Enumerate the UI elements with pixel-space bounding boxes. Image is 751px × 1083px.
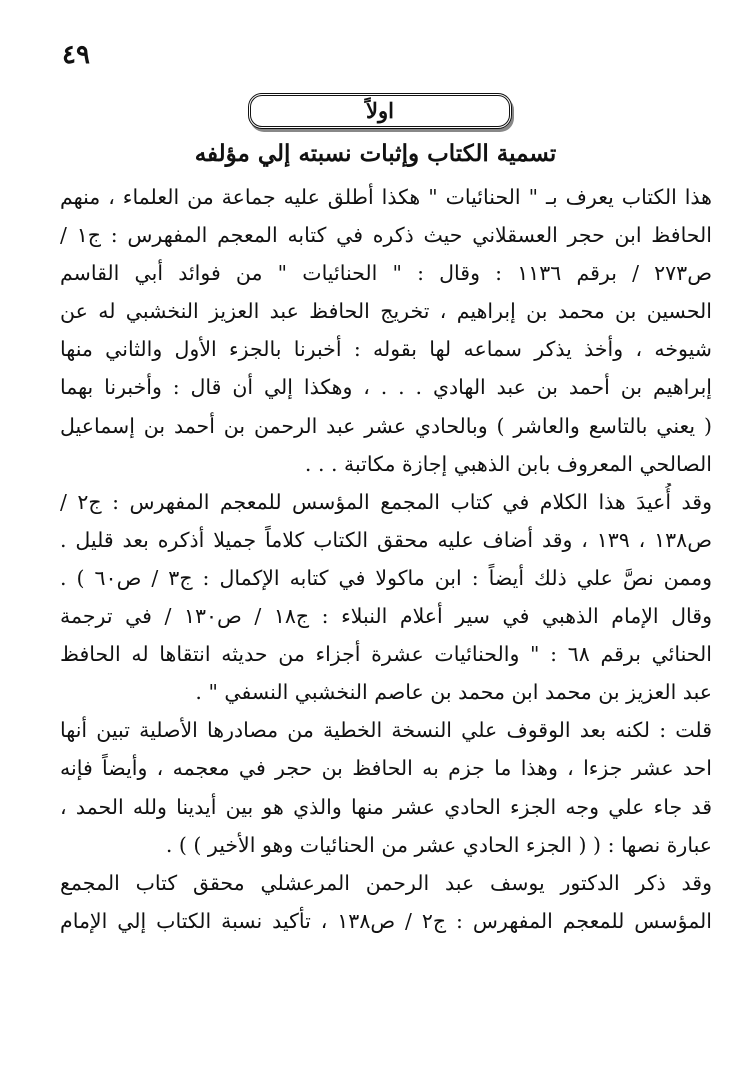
text-line: وقد أُعيدَ هذا الكلام في كتاب المجمع المؤسس للمعجم المفهرس : ج٢ / [60, 489, 712, 514]
text-line: قد جاء علي وجه الجزء الحادي عشر منها والذي هو بين أيدينا ولله الحمد ، [60, 794, 712, 819]
text-line: الحنائي برقم ٦٨ : " والحنائيات عشرة أجزاء من حديثه انتقاها له الحافظ [60, 642, 712, 667]
text-line: قلت : لكنه بعد الوقوف علي النسخة الخطية من مصادرها الأصلية تبين أنها [60, 718, 712, 743]
text-line: شيوخه ، وأخذ يذكر سماعه لها بقوله : أخبرنا بالجزء الأول والثاني منها [60, 337, 712, 362]
text-line: الحافظ ابن حجر العسقلاني حيث ذكره في كتابه المعجم المفهرس : ج١ / [60, 223, 712, 248]
text-line: المؤسس للمعجم المفهرس : ج٢ / ص١٣٨ ، تأكيد نسبة الكتاب إلي الإمام [60, 908, 712, 933]
section-label: اولاً [366, 98, 394, 123]
text-line: الصالحي المعروف بابن الذهبي إجازة مكاتبة . . . [304, 451, 712, 476]
text-line: احد عشر جزءا ، وهذا ما جزم به الحافظ بن حجر في معجمه ، وأيضاً فإنه [60, 756, 712, 781]
text-line: الحسين بن محمد بن إبراهيم ، تخريج الحافظ عبد العزيز النخشبي له عن [60, 299, 712, 324]
text-line: هذا الكتاب يعرف بـ " الحنائيات " هكذا أطلق عليه جماعة من العلماء ، منهم [60, 185, 712, 209]
section-label-box [248, 93, 512, 129]
text-line: وقال الإمام الذهبي في سير أعلام النبلاء : ج١٨ / ص١٣٠ / في ترجمة [60, 604, 712, 629]
text-line: ص٢٧٣ / برقم ١١٣٦ : وقال : " الحنائيات " من فوائد أبي القاسم [60, 261, 712, 286]
text-line: وقد ذكر الدكتور يوسف عبد الرحمن المرعشلي محقق كتاب المجمع [60, 870, 712, 895]
text-line: ( يعني بالتاسع والعاشر ) وبالحادي عشر عبد الرحمن بن أحمد بن إسماعيل [60, 413, 712, 438]
text-line: إبراهيم بن أحمد بن عبد الهادي . . . ، وهكذا إلي أن قال : وأخبرنا بهما [60, 375, 712, 400]
text-line: عبد العزيز بن محمد ابن محمد بن عاصم النخشبي النسفي " . [195, 680, 712, 705]
body-text [60, 178, 712, 940]
text-line: عبارة نصها : ( ( الجزء الحادي عشر من الحنائيات وهو الأخير ) ) . [165, 832, 712, 857]
page-number: ٤٩ [62, 40, 90, 70]
text-line: وممن نصَّ علي ذلك أيضاً : ابن ماكولا في كتابه الإكمال : ج٣ / ص٦٠ ) . [60, 565, 712, 590]
section-title: تسمية الكتاب وإثبات نسبته إلي مؤلفه [194, 140, 557, 167]
text-line: ص١٣٨ ، ١٣٩ ، وقد أضاف عليه محقق الكتاب كلاماً جميلا أذكره بعد قليل . [60, 527, 712, 552]
